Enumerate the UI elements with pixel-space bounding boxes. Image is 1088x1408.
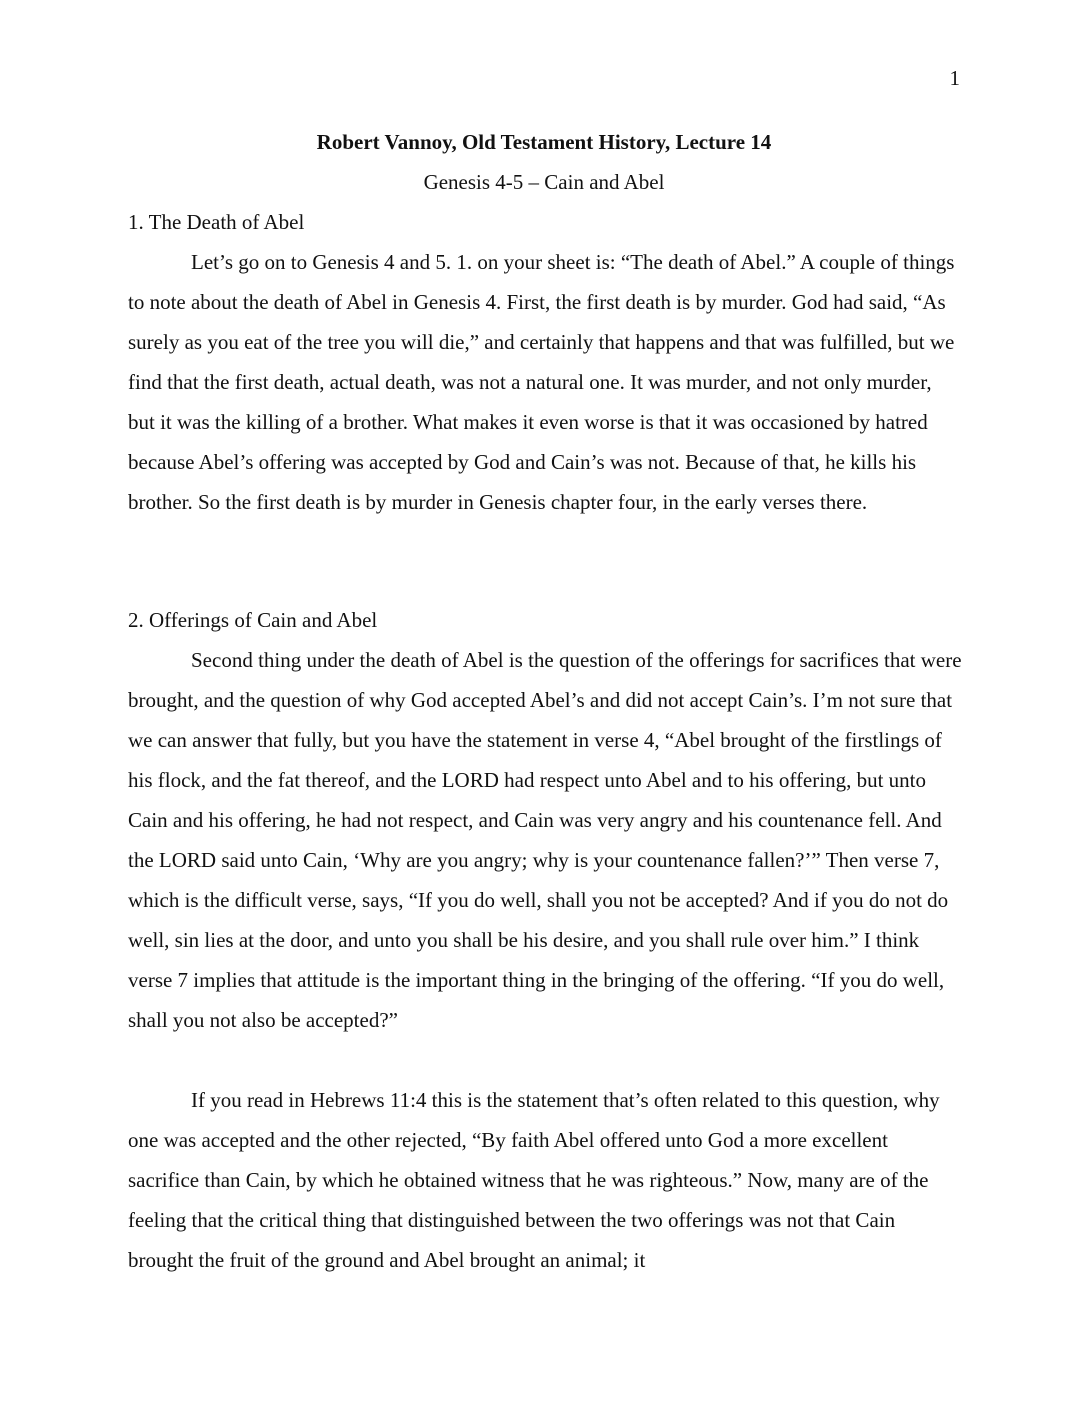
section-heading-offerings: 2. Offerings of Cain and Abel	[128, 608, 378, 632]
lecture-subtitle: Genesis 4-5 – Cain and Abel	[423, 170, 665, 194]
paragraph-offerings-2: If you read in Hebrews 11:4 this is the statement that’s often related to this question, why one was accepted and the other rejected, “By faith Abel offered unto God a more excellent sacrifice than Cain, by which he obtained witness that he was righteous.” Now, many are of the feeling that the critical thing that distinguished between the two offerings was not that Cain brought the fruit of the ground and Abel brought an animal; it	[128, 1088, 940, 1272]
page-number: 1	[949, 66, 960, 90]
paragraph-offerings-1: Second thing under the death of Abel is the question of the offerings for sacrifices that were brought, and the question of why God accepted Abel’s and did not accept Cain’s. I’m not sure that we can answer that fully, but you have the statement in verse 4, “Abel brought of the firstlings of his flock, and the fat thereof, and the LORD had respect unto Abel and to his offering, but unto Cain and his offering, he had not respect, and Cain was very angry and his countenance fell. And the LORD said unto Cain, ‘Why are you angry; why is your countenance fallen?’” Then verse 7, which is the difficult verse, says, “If you do well, shall you not be accepted? And if you do not do well, sin lies at the door, and unto you shall be his desire, and you shall rule over him.” I think verse 7 implies that attitude is the important thing in the bringing of the offering. “If you do well, shall you not also be accepted?”	[128, 648, 962, 1032]
section-heading-death-of-abel: 1. The Death of Abel	[128, 210, 305, 234]
lecture-title: Robert Vannoy, Old Testament History, Lecture 14	[316, 130, 772, 154]
paragraph-death-of-abel: Let’s go on to Genesis 4 and 5. 1. on your sheet is: “The death of Abel.” A couple of things to note about the death of Abel in Genesis 4. First, the first death is by murder. God had said, “As surely as you eat of the tree you will die,” and certainly that happens and that was fulfilled, but we find that the first death, actual death, was not a natural one. It was murder, and not only murder, but it was the killing of a brother. What makes it even worse is that it was occasioned by hatred because Abel’s offering was accepted by God and Cain’s was not. Because of that, he kills his brother. So the first death is by murder in Genesis chapter four, in the early verses there.	[128, 250, 955, 514]
